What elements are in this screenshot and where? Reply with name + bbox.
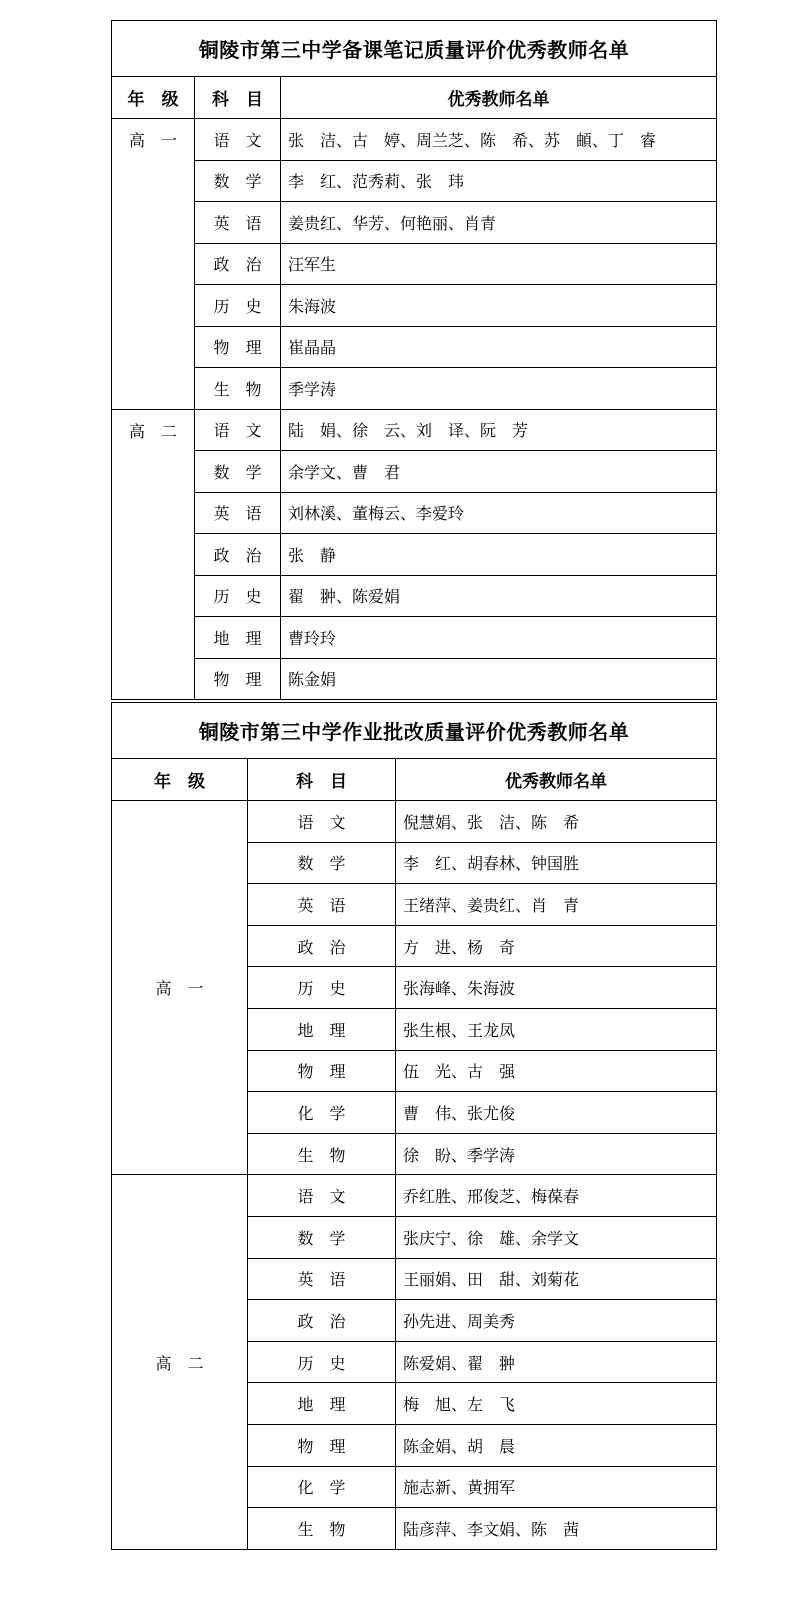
subject-cell: 物 理 [195, 658, 281, 700]
table-row [112, 326, 717, 368]
subject-cell: 英 语 [248, 884, 396, 926]
names-cell: 刘林溪、董梅云、李爱玲 [281, 492, 717, 534]
subject-cell: 语 文 [195, 119, 281, 161]
subject-cell: 英 语 [195, 492, 281, 534]
subject-cell: 历 史 [195, 575, 281, 617]
names-cell: 陈金娟 [281, 658, 717, 700]
names-cell: 季学涛 [281, 368, 717, 410]
names-cell: 张庆宁、徐 雄、余学文 [396, 1216, 717, 1258]
names-cell: 张生根、王龙凤 [396, 1008, 717, 1050]
names-cell: 崔晶晶 [281, 326, 717, 368]
names-cell: 乔红胜、邢俊芝、梅葆春 [396, 1175, 717, 1217]
subject-cell: 历 史 [195, 285, 281, 327]
names-cell: 张 洁、古 婷、周兰芝、陈 希、苏 頔、丁 睿 [281, 119, 717, 161]
names-cell: 陈爱娟、翟 翀 [396, 1341, 717, 1383]
header-grade: 年 级 [112, 77, 195, 119]
names-cell: 余学文、曹 君 [281, 451, 717, 493]
header-subject: 科 目 [195, 77, 281, 119]
subject-cell: 语 文 [248, 801, 396, 843]
table-row [112, 801, 717, 843]
subject-cell: 数 学 [195, 160, 281, 202]
subject-cell: 物 理 [195, 326, 281, 368]
subject-cell: 英 语 [248, 1258, 396, 1300]
subject-cell: 地 理 [195, 617, 281, 659]
table-row [112, 534, 717, 576]
names-cell: 曹玲玲 [281, 617, 717, 659]
subject-cell: 数 学 [248, 1216, 396, 1258]
names-cell: 汪军生 [281, 243, 717, 285]
subject-cell: 英 语 [195, 202, 281, 244]
names-cell: 倪慧娟、张 洁、陈 希 [396, 801, 717, 843]
names-cell: 姜贵红、华芳、何艳丽、肖青 [281, 202, 717, 244]
subject-cell: 政 治 [195, 243, 281, 285]
names-cell: 李 红、胡春林、钟国胜 [396, 842, 717, 884]
homework-grading-excellent-teachers-table [111, 702, 717, 1550]
table-row [112, 451, 717, 493]
names-cell: 梅 旭、左 飞 [396, 1383, 717, 1425]
table-row [112, 160, 717, 202]
names-cell: 陆 娟、徐 云、刘 译、阮 芳 [281, 409, 717, 451]
table-row [112, 368, 717, 410]
subject-cell: 化 学 [248, 1466, 396, 1508]
subject-cell: 语 文 [248, 1175, 396, 1217]
table-row [112, 285, 717, 327]
subject-cell: 生 物 [248, 1508, 396, 1550]
subject-cell: 物 理 [248, 1424, 396, 1466]
table-row [112, 658, 717, 700]
table-row [112, 1175, 717, 1217]
table-row [112, 119, 717, 161]
names-cell: 施志新、黄拥军 [396, 1466, 717, 1508]
names-cell: 王绪萍、姜贵红、肖 青 [396, 884, 717, 926]
names-cell: 张海峰、朱海波 [396, 967, 717, 1009]
names-cell: 方 进、杨 奇 [396, 925, 717, 967]
names-cell: 徐 盼、季学涛 [396, 1133, 717, 1175]
names-cell: 王丽娟、田 甜、刘菊花 [396, 1258, 717, 1300]
names-cell: 张 静 [281, 534, 717, 576]
header-subject: 科 目 [248, 759, 396, 801]
table-row [112, 575, 717, 617]
subject-cell: 数 学 [195, 451, 281, 493]
names-cell: 伍 光、古 强 [396, 1050, 717, 1092]
table-title: 铜陵市第三中学备课笔记质量评价优秀教师名单 [112, 21, 717, 77]
grade-cell: 高 二 [112, 1175, 248, 1549]
names-cell: 翟 翀、陈爱娟 [281, 575, 717, 617]
subject-cell: 政 治 [195, 534, 281, 576]
subject-cell: 地 理 [248, 1383, 396, 1425]
subject-cell: 历 史 [248, 967, 396, 1009]
subject-cell: 政 治 [248, 1300, 396, 1342]
subject-cell: 地 理 [248, 1008, 396, 1050]
table-title: 铜陵市第三中学作业批改质量评价优秀教师名单 [112, 703, 717, 759]
lesson-notes-excellent-teachers-table [111, 20, 717, 700]
grade-cell: 高 二 [112, 409, 195, 700]
subject-cell: 物 理 [248, 1050, 396, 1092]
subject-cell: 生 物 [248, 1133, 396, 1175]
names-cell: 曹 伟、张尤俊 [396, 1092, 717, 1134]
table-row [112, 492, 717, 534]
table-row [112, 202, 717, 244]
subject-cell: 化 学 [248, 1092, 396, 1134]
grade-cell: 高 一 [112, 119, 195, 410]
names-cell: 李 红、范秀莉、张 玮 [281, 160, 717, 202]
subject-cell: 历 史 [248, 1341, 396, 1383]
names-cell: 陈金娟、胡 晨 [396, 1424, 717, 1466]
table-row [112, 617, 717, 659]
names-cell: 孙先进、周美秀 [396, 1300, 717, 1342]
table-row [112, 409, 717, 451]
table-row [112, 243, 717, 285]
header-teacher-names: 优秀教师名单 [281, 77, 717, 119]
subject-cell: 数 学 [248, 842, 396, 884]
subject-cell: 语 文 [195, 409, 281, 451]
subject-cell: 政 治 [248, 925, 396, 967]
subject-cell: 生 物 [195, 368, 281, 410]
header-grade: 年 级 [112, 759, 248, 801]
names-cell: 陆彦萍、李文娟、陈 茜 [396, 1508, 717, 1550]
grade-cell: 高 一 [112, 801, 248, 1175]
names-cell: 朱海波 [281, 285, 717, 327]
header-teacher-names: 优秀教师名单 [396, 759, 717, 801]
